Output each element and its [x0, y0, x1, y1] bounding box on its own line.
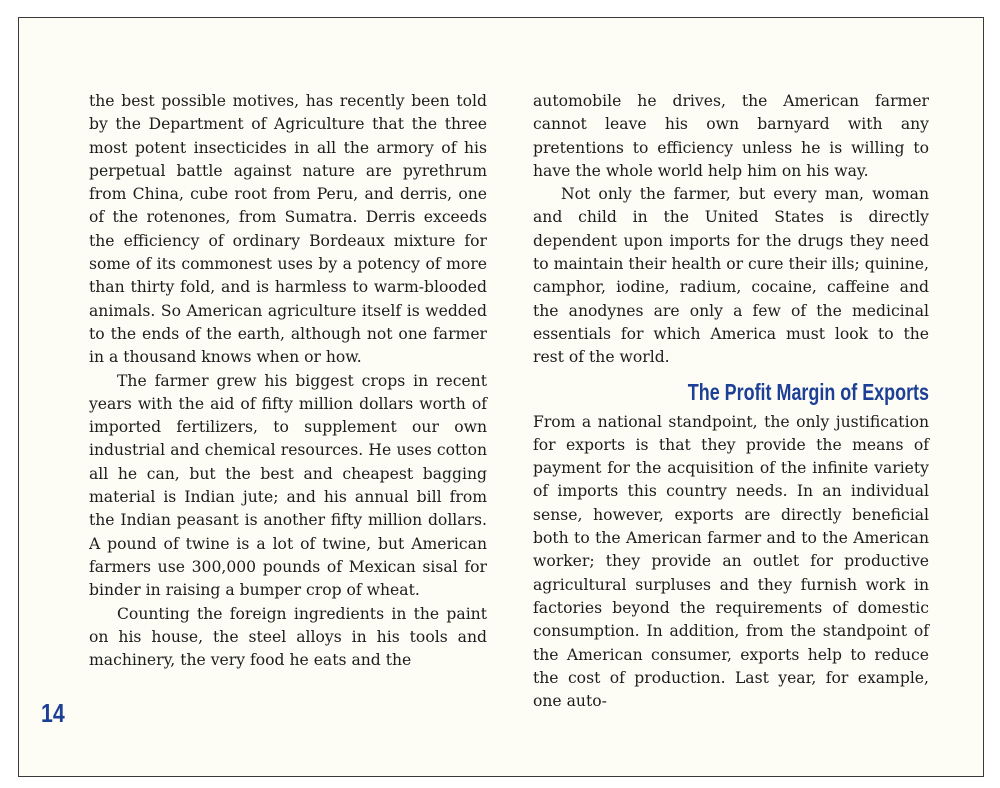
- page-number: 14: [41, 698, 65, 728]
- book-page: [18, 17, 984, 777]
- section-heading: The Profit Margin of Exports: [687, 378, 929, 405]
- left-paragraph-3: Counting the foreign ingredients in the paint on his house, the steel alloys in his tools and machinery, the very food he eats and the: [89, 604, 487, 670]
- right-column: [533, 90, 929, 713]
- right-paragraph-2: Not only the farmer, but every man, woman and child in the United States is directly dependent upon imports for the drugs they need to maintain their health or cure their ills; quinine, camphor, iodine, radium, cocaine, caffeine and the anodynes are only a few of the medicinal essentials for which America must look to the rest of the world.: [533, 185, 929, 367]
- right-paragraph-1: automobile he drives, the American farmer cannot leave his own barnyard with any pretentions to efficiency unless he is willing to have the whole world help him on his way.: [533, 92, 929, 180]
- left-paragraph-1: the best possible motives, has recently been told by the Department of Agriculture that the three most potent insecticides in all the armory of his perpetual battle against nature are pyrethrum from China, cube root from Peru, and derris, one of the rotenones, from Sumatra. Derris exceeds the efficiency of ordinary Bordeaux mixture for some of its commonest uses by a potency of more than thirty fold, and is harmless to warm-blooded animals. So American agriculture itself is wedded to the ends of the earth, although not one farmer in a thousand knows when or how.: [89, 92, 487, 367]
- left-paragraph-2: The farmer grew his biggest crops in recent years with the aid of fifty million dollars worth of imported fertilizers, to supplement our own industrial and chemical resources. He uses cotton all he can, but the best and cheapest bagging material is Indian jute; and his annual bill from the Indian peasant is another fifty million dollars. A pound of twine is a lot of twine, but American farmers use 300,000 pounds of Mexican sisal for binder in raising a bumper crop of wheat.: [89, 371, 487, 600]
- left-column: [89, 90, 487, 672]
- section-paragraph-1: From a national standpoint, the only justification for exports is that they provide the means of payment for the acquisition of the infinite variety of imports this country needs. In an individual sense, however, exports are directly beneficial both to the American farmer and to the American worker; they provide an outlet for productive agricultural surpluses and they furnish work in factories beyond the requirements of domestic consumption. In addition, from the standpoint of the American consumer, exports help to reduce the cost of production. Last year, for example, one auto-: [533, 412, 929, 711]
